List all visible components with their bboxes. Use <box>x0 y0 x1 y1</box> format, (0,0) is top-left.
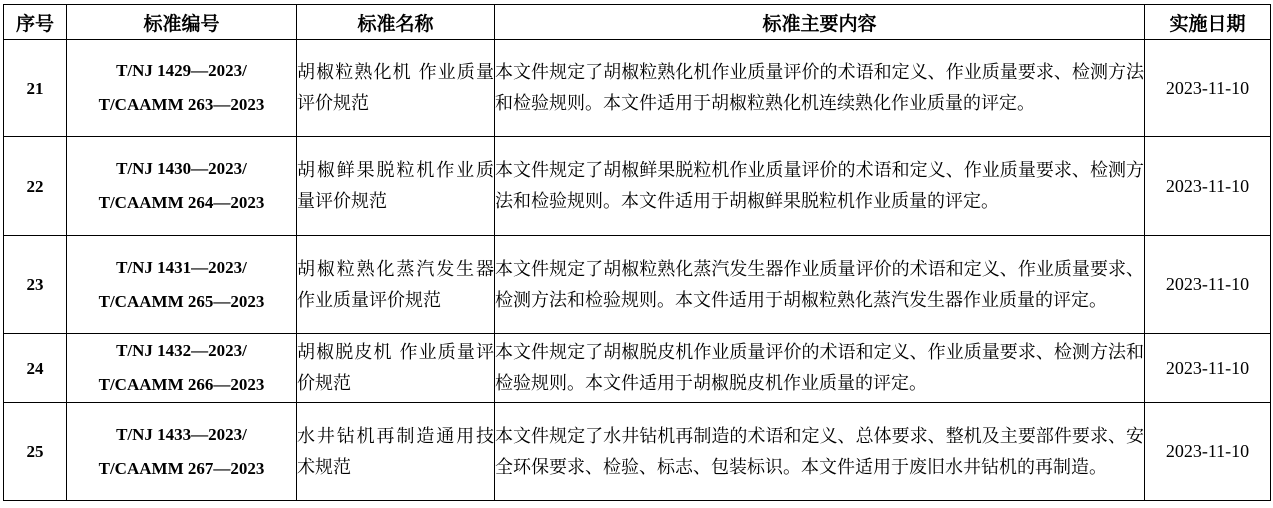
row-seq: 24 <box>4 334 67 403</box>
row-name: 胡椒脱皮机 作业质量评价规范 <box>297 334 495 403</box>
table-row <box>4 334 1271 403</box>
row-code <box>67 137 297 236</box>
header-date: 实施日期 <box>1145 5 1271 40</box>
table-row <box>4 40 1271 137</box>
row-code <box>67 40 297 137</box>
code-nj: T/NJ 1433—2023/ <box>116 424 247 444</box>
row-date: 2023-11-10 <box>1145 137 1271 236</box>
code-nj: T/NJ 1432—2023/ <box>116 341 247 360</box>
code-caamm: T/CAAMM 267—2023 <box>98 458 265 478</box>
row-content: 本文件规定了水井钻机再制造的术语和定义、总体要求、整机及主要部件要求、安全环保要求、检验、标志、包装标识。本文件适用于废旧水井钻机的再制造。 <box>495 403 1145 501</box>
row-seq: 23 <box>4 236 67 334</box>
row-seq: 22 <box>4 137 67 236</box>
row-content: 本文件规定了胡椒脱皮机作业质量评价的术语和定义、作业质量要求、检测方法和检验规则。本文件适用于胡椒脱皮机作业质量的评定。 <box>495 334 1145 403</box>
code-caamm: T/CAAMM 266—2023 <box>98 375 265 394</box>
code-nj: T/NJ 1431—2023/ <box>116 257 247 277</box>
row-seq: 21 <box>4 40 67 137</box>
standards-table <box>3 4 1271 501</box>
table-row <box>4 236 1271 334</box>
row-date: 2023-11-10 <box>1145 40 1271 137</box>
row-content: 本文件规定了胡椒粒熟化蒸汽发生器作业质量评价的术语和定义、作业质量要求、检测方法和检验规则。本文件适用于胡椒粒熟化蒸汽发生器作业质量的评定。 <box>495 236 1145 334</box>
header-name: 标准名称 <box>297 5 495 40</box>
row-content: 本文件规定了胡椒粒熟化机作业质量评价的术语和定义、作业质量要求、检测方法和检验规则。本文件适用于胡椒粒熟化机连续熟化作业质量的评定。 <box>495 40 1145 137</box>
row-date: 2023-11-10 <box>1145 236 1271 334</box>
header-content: 标准主要内容 <box>495 5 1145 40</box>
header-seq: 序号 <box>4 5 67 40</box>
row-code <box>67 403 297 501</box>
code-caamm: T/CAAMM 263—2023 <box>98 95 265 114</box>
row-name: 胡椒粒熟化机 作业质量评价规范 <box>297 40 495 137</box>
code-caamm: T/CAAMM 264—2023 <box>98 193 265 212</box>
row-seq: 25 <box>4 403 67 501</box>
code-caamm: T/CAAMM 265—2023 <box>98 291 265 311</box>
code-nj: T/NJ 1430—2023/ <box>116 159 247 178</box>
header-code: 标准编号 <box>67 5 297 40</box>
row-name: 水井钻机再制造通用技术规范 <box>297 403 495 501</box>
row-name: 胡椒粒熟化蒸汽发生器 作业质量评价规范 <box>297 236 495 334</box>
row-name: 胡椒鲜果脱粒机作业质量评价规范 <box>297 137 495 236</box>
row-code <box>67 236 297 334</box>
table-row <box>4 403 1271 501</box>
row-date: 2023-11-10 <box>1145 334 1271 403</box>
row-code <box>67 334 297 403</box>
table-row <box>4 137 1271 236</box>
row-content: 本文件规定了胡椒鲜果脱粒机作业质量评价的术语和定义、作业质量要求、检测方法和检验规则。本文件适用于胡椒鲜果脱粒机作业质量的评定。 <box>495 137 1145 236</box>
code-nj: T/NJ 1429—2023/ <box>116 61 247 80</box>
row-date: 2023-11-10 <box>1145 403 1271 501</box>
header-row <box>4 5 1271 40</box>
